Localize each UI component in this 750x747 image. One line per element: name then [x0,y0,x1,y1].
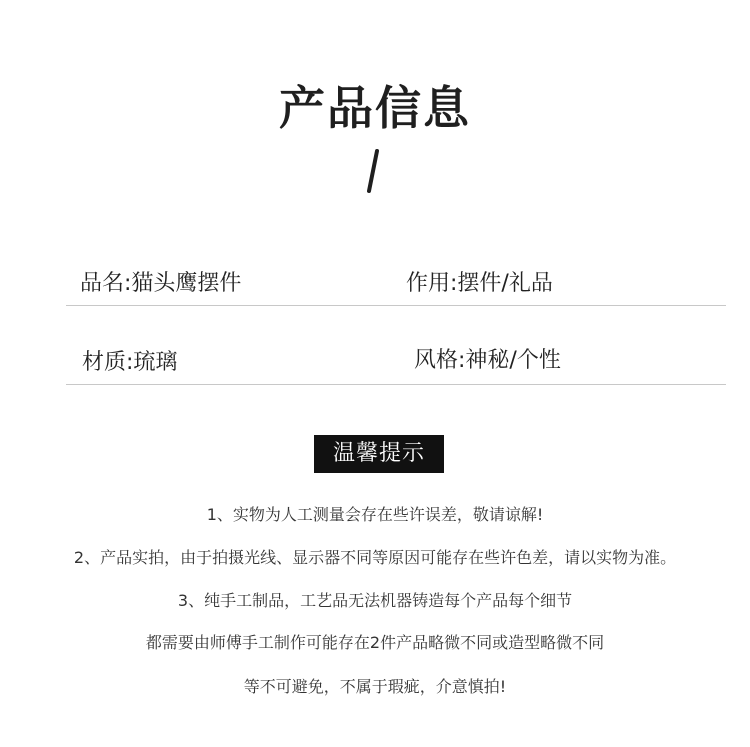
page-title: 产品信息 [279,81,471,135]
spec-row-1 [66,246,726,306]
notice-line-1: 1、实物为人工测量会存在些许误差，敬请谅解! [206,505,544,524]
spec-row-divider [66,384,726,385]
title-divider-slash [365,148,381,194]
spec-row-divider [66,305,726,306]
spec-usage: 作用:摆件/礼品 [406,271,553,296]
notice-badge: 温馨提示 [314,435,444,473]
notice-line-5: 等不可避免，不属于瑕疵，介意慎拍! [243,677,507,696]
spec-style: 风格:神秘/个性 [414,348,561,373]
notice-line-4: 都需要由师傅手工制作可能存在2件产品略微不同或造型略微不同 [145,633,605,652]
notice-line-2: 2、产品实拍，由于拍摄光线、显示器不同等原因可能存在些许色差，请以实物为准。 [73,548,677,567]
spec-product-name: 品名:猫头鹰摆件 [80,271,242,296]
spec-row-2 [66,325,726,385]
spec-material: 材质:琉璃 [82,350,178,375]
notice-line-3: 3、纯手工制品，工艺品无法机器铸造每个产品每个细节 [177,591,573,610]
